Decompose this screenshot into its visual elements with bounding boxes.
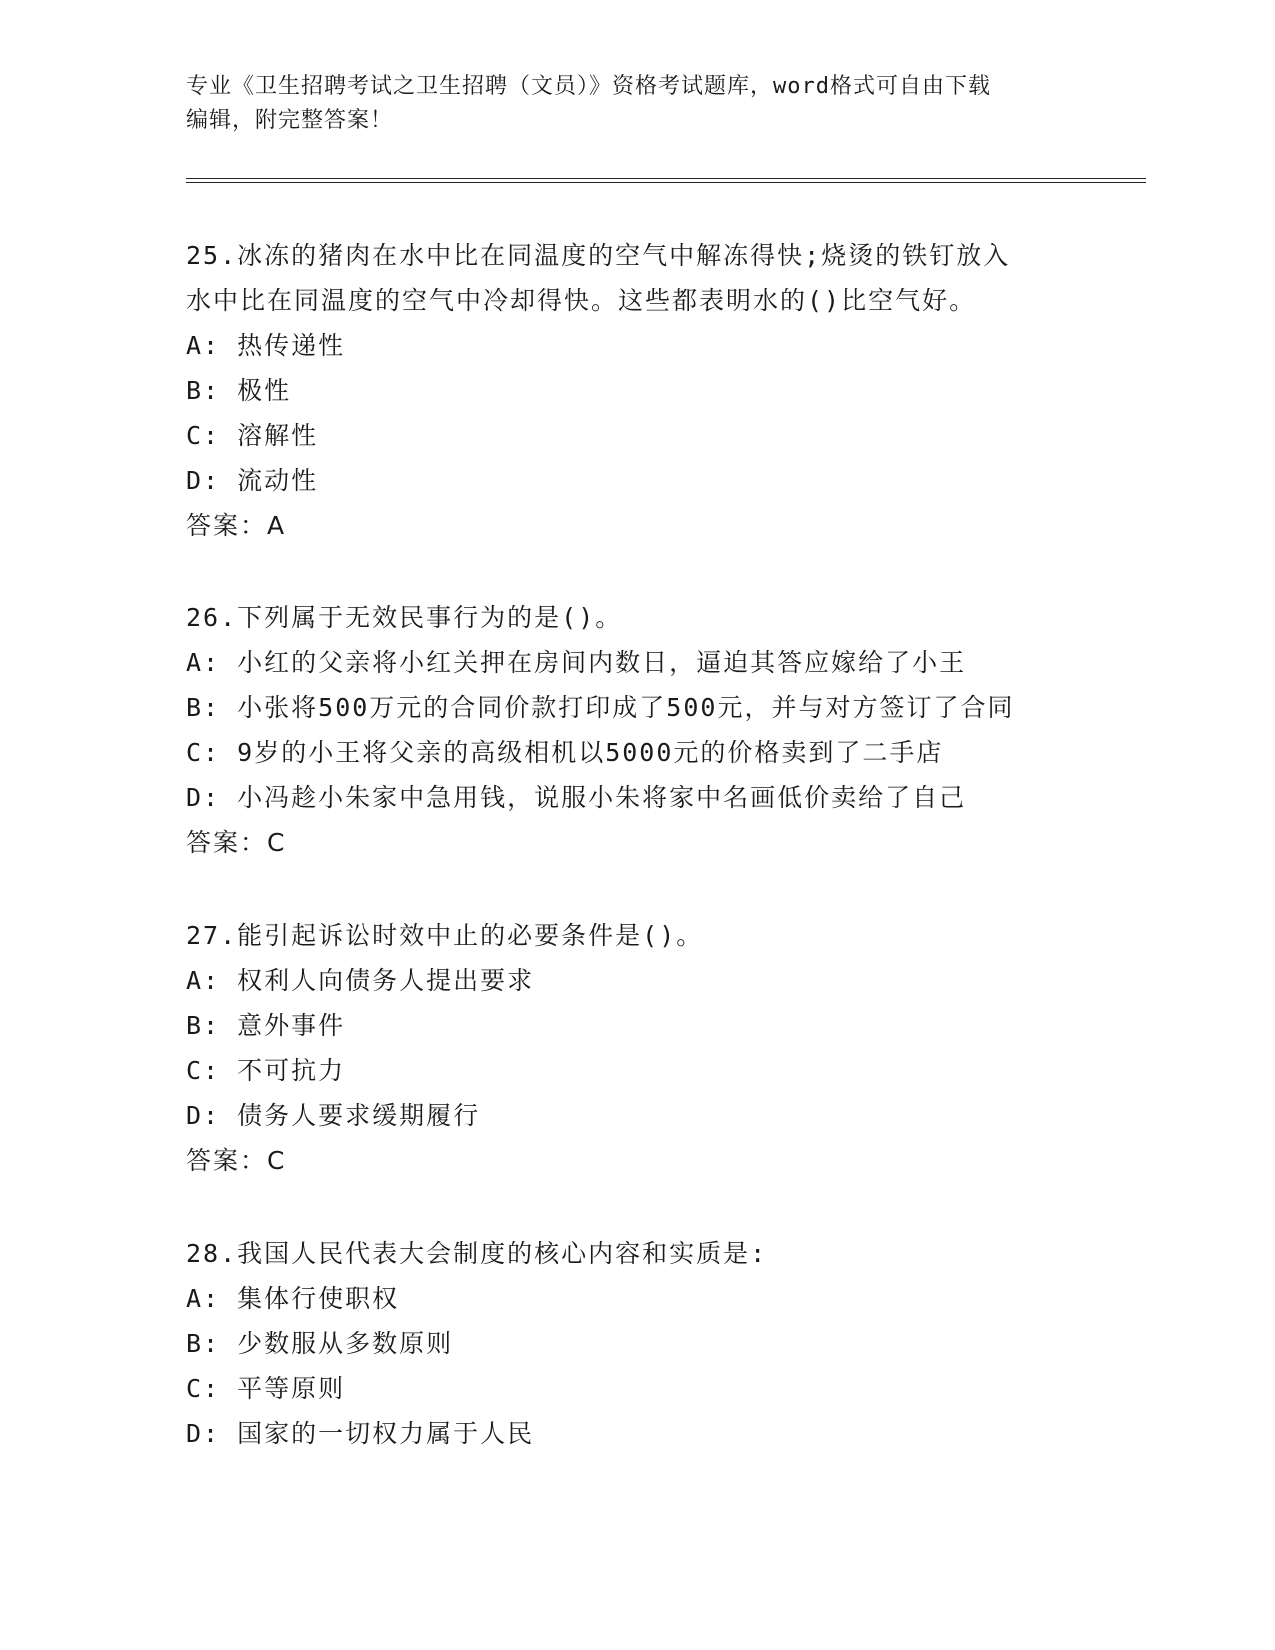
question-stem: 26.下列属于无效民事行为的是()。 [186, 603, 623, 632]
question-stem: 28.我国人民代表大会制度的核心内容和实质是: [186, 1239, 768, 1268]
answer: 答案：C [186, 828, 287, 857]
question-stem: 25.冰冻的猪肉在水中比在同温度的空气中解冻得快;烧烫的铁钉放入 [186, 241, 1011, 270]
header-line-2: 编辑，附完整答案！ [186, 108, 394, 133]
option-b: B: 少数服从多数原则 [186, 1329, 454, 1358]
header-divider-top [186, 178, 1146, 179]
option-a: A: 集体行使职权 [186, 1284, 400, 1313]
option-b: B: 极性 [186, 376, 292, 405]
option-b: B: 小张将500万元的合同价款打印成了500元，并与对方签订了合同 [186, 693, 1015, 722]
header-divider-bottom [186, 182, 1146, 183]
option-a: A: 权利人向债务人提出要求 [186, 966, 535, 995]
option-a: A: 小红的父亲将小红关押在房间内数日，逼迫其答应嫁给了小王 [186, 648, 967, 677]
question-25 [186, 233, 1086, 548]
question-stem: 水中比在同温度的空气中冷却得快。这些都表明水的()比空气好。 [186, 286, 977, 315]
option-b: B: 意外事件 [186, 1011, 346, 1040]
option-c: C: 不可抗力 [186, 1056, 346, 1085]
option-d: D: 小冯趁小朱家中急用钱，说服小朱将家中名画低价卖给了自己 [186, 783, 967, 812]
option-c: C: 溶解性 [186, 421, 319, 450]
question-stem: 27.能引起诉讼时效中止的必要条件是()。 [186, 921, 704, 950]
question-26 [186, 595, 1086, 865]
answer: 答案：C [186, 1146, 287, 1175]
option-d: D: 债务人要求缓期履行 [186, 1101, 481, 1130]
header-line-1: 专业《卫生招聘考试之卫生招聘（文员）》资格考试题库，word格式可自由下载 [186, 74, 991, 99]
question-27 [186, 913, 1086, 1183]
answer: 答案：A [186, 511, 287, 540]
document-header [186, 70, 1086, 138]
option-d: D: 流动性 [186, 466, 319, 495]
option-d: D: 国家的一切权力属于人民 [186, 1419, 535, 1448]
option-c: C: 9岁的小王将父亲的高级相机以5000元的价格卖到了二手店 [186, 738, 944, 767]
question-28 [186, 1231, 1086, 1456]
option-a: A: 热传递性 [186, 331, 346, 360]
option-c: C: 平等原则 [186, 1374, 346, 1403]
